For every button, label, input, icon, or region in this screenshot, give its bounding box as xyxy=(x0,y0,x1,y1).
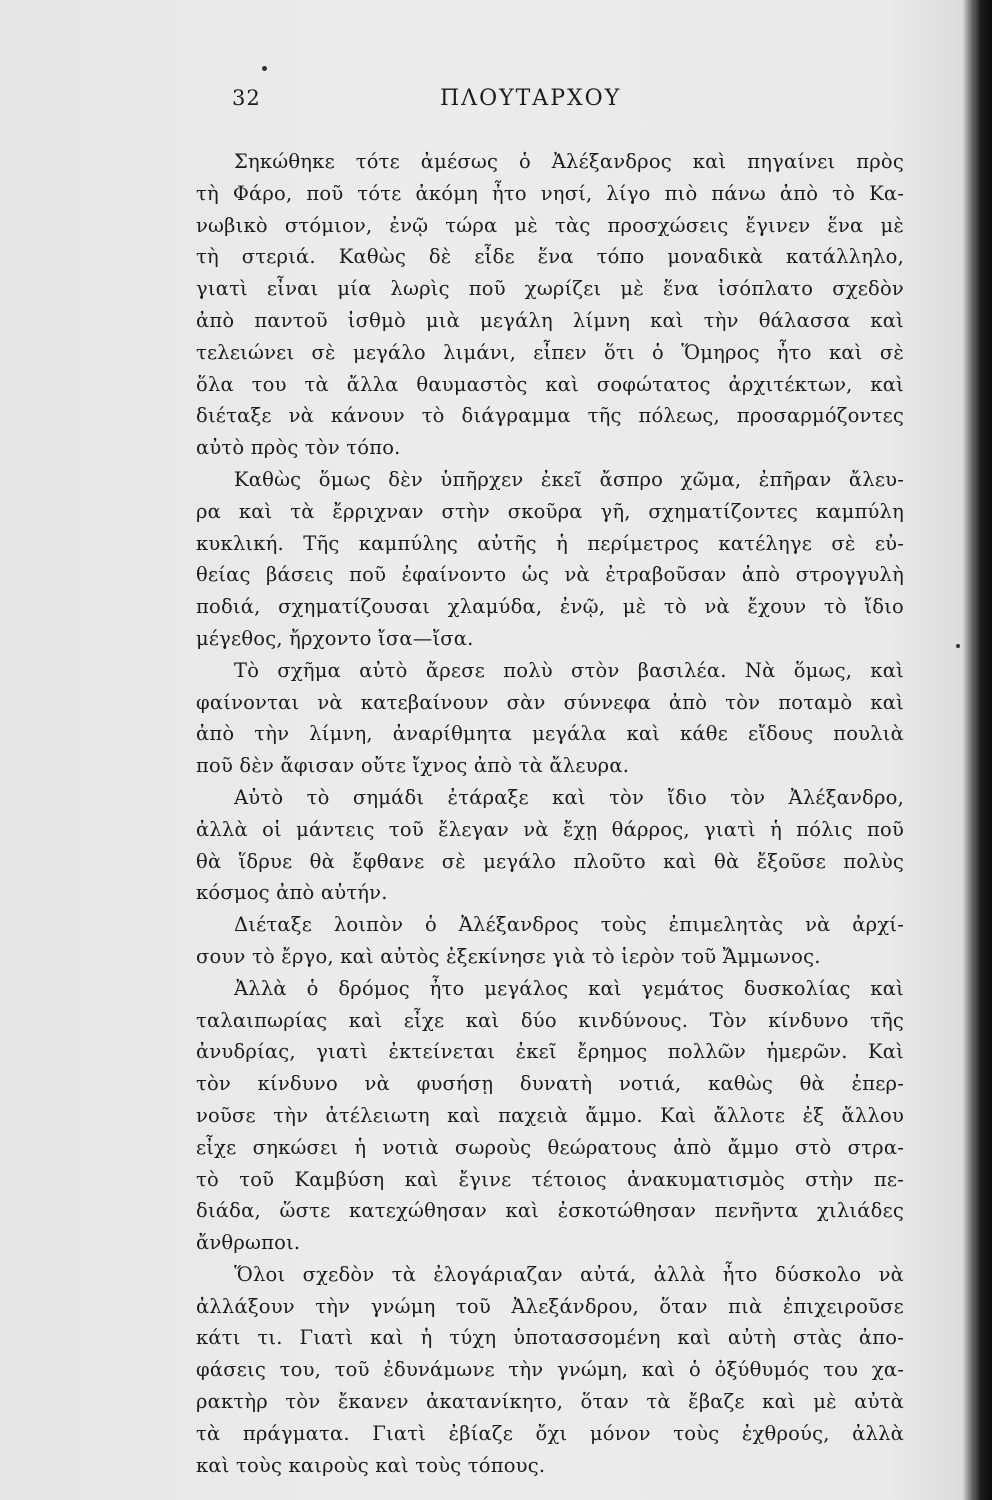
text-line: κυκλική. Τῆς καμπύλης αὐτῆς ἡ περίμετρος κατέληγε σὲ εὐ- xyxy=(196,531,904,555)
text-line: τὸν κίνδυνο νὰ φυσήσῃ δυνατὴ νοτιά, καθὼς θὰ ἐπερ- xyxy=(196,1072,904,1096)
text-line: τὴ στεριά. Καθὼς δὲ εἶδε ἕνα τόπο μοναδικὰ κατάλληλο, xyxy=(196,245,904,269)
text-line: φάσεις του, τοῦ ἐδυνάμωνε τὴν γνώμη, καὶ ὁ ὀξύθυμός του χα- xyxy=(196,1358,904,1382)
text-line: ἀπὸ παντοῦ ἰσθμὸ μιὰ μεγάλη λίμνη καὶ τὴν θάλασσα καὶ xyxy=(196,308,904,332)
text-line: νοῦσε τὴν ἀτέλειωτη καὶ παχειὰ ἄμμο. Καὶ ἄλλοτε ἐξ ἄλλου xyxy=(196,1103,904,1127)
ink-speck xyxy=(956,644,960,648)
text-line: ποῦ δὲν ἄφισαν οὔτε ἴχνος ἀπὸ τὰ ἄλευρα. xyxy=(196,754,630,778)
paragraph xyxy=(196,973,904,1259)
text-line: ἀλλὰ οἱ μάντεις τοῦ ἔλεγαν νὰ ἔχῃ θάρρος, γιατὶ ἡ πόλις ποῦ xyxy=(196,817,904,841)
text-line: Τὸ σχῆμα αὐτὸ ἄρεσε πολὺ στὸν βασιλέα. Νὰ ὅμως, καὶ xyxy=(234,658,904,682)
ink-speck xyxy=(262,66,267,71)
text-line: ἀπὸ τὴν λίμνη, ἀναρίθμητα μεγάλα καὶ κάθε εἴδους πουλιὰ xyxy=(196,722,904,746)
text-line: εἶχε σηκώσει ἡ νοτιὰ σωροὺς θεώρατους ἀπὸ ἄμμο στὸ στρα- xyxy=(196,1135,904,1159)
text-line: Σηκώθηκε τότε ἀμέσως ὁ Ἀλέξανδρος καὶ πηγαίνει πρὸς xyxy=(234,150,904,173)
paragraph xyxy=(196,909,904,973)
text-line: μέγεθος, ἤρχοντο ἴσα—ἴσα. xyxy=(196,626,474,650)
text-line: κόσμος ἀπὸ αὐτήν. xyxy=(196,881,388,905)
text-line: σουν τὸ ἔργο, καὶ αὐτὸς ἐξεκίνησε γιὰ τὸ ἱερὸν τοῦ Ἄμμωνος. xyxy=(196,944,821,968)
paragraph xyxy=(196,655,904,782)
text-line: ὅλα του τὰ ἄλλα θαυμαστὸς καὶ σοφώτατος ἀρχιτέκτων, καὶ xyxy=(196,372,904,396)
paragraph xyxy=(196,464,904,655)
text-line: ποδιά, σχηματίζουσαι χλαμύδα, ἐνῷ, μὲ τὸ νὰ ἔχουν τὸ ἴδιο xyxy=(196,595,904,619)
paragraph xyxy=(196,1259,904,1482)
text-line: Διέταξε λοιπὸν ὁ Ἀλέξανδρος τοὺς ἐπιμελητὰς νὰ ἀρχί- xyxy=(234,913,904,937)
text-line: ἀνυδρίας, γιατὶ ἐκτείνεται ἐκεῖ ἔρημος πολλῶν ἡμερῶν. Καὶ xyxy=(196,1040,904,1064)
text-line: τὴ Φάρο, ποῦ τότε ἀκόμη ἦτο νησί, λίγο πιὸ πάνω ἀπὸ τὸ Κα- xyxy=(196,181,904,205)
text-line: τὰ πράγματα. Γιατὶ ἐβίαζε ὄχι μόνον τοὺς ἐχθρούς, ἀλλὰ xyxy=(196,1421,904,1445)
page-number: 32 xyxy=(232,86,261,110)
text-line: ἄνθρωποι. xyxy=(196,1231,301,1255)
paragraph xyxy=(196,146,904,464)
text-line: φαίνονται νὰ κατεβαίνουν σὰν σύννεφα ἀπὸ τὸν ποταμὸ καὶ xyxy=(196,690,904,714)
text-line: θείας βάσεις ποῦ ἐφαίνοντο ὡς νὰ ἐτραβοῦσαν ἀπὸ στρογγυλὴ xyxy=(196,563,904,587)
text-line: Ὅλοι σχεδὸν τὰ ἐλογάριαζαν αὐτά, ἀλλὰ ἦτο δύσκολο νὰ xyxy=(234,1262,904,1286)
text-line: ταλαιπωρίας καὶ εἶχε καὶ δύο κινδύνους. Τὸν κίνδυνο τῆς xyxy=(196,1008,904,1032)
text-line: καὶ τοὺς καιροὺς καὶ τοὺς τόπους. xyxy=(196,1453,546,1477)
text-line: τὸ τοῦ Καμβύση καὶ ἔγινε τέτοιος ἀνακυματισμὸς στὴν πε- xyxy=(196,1167,904,1191)
text-line: τελειώνει σὲ μεγάλο λιμάνι, εἶπεν ὅτι ὁ Ὅμηρος ἦτο καὶ σὲ xyxy=(196,340,904,364)
paragraph xyxy=(196,782,904,909)
book-spine-shadow xyxy=(974,0,992,1500)
text-line: διάδα, ὥστε κατεχώθησαν καὶ ἐσκοτώθησαν πενῆντα χιλιάδες xyxy=(196,1199,904,1223)
text-line: Καθὼς ὅμως δὲν ὑπῆρχεν ἐκεῖ ἄσπρο χῶμα, ἐπῆραν ἄλευ- xyxy=(234,467,904,491)
text-line: κάτι τι. Γιατὶ καὶ ἡ τύχη ὑποτασσομένη καὶ αὐτὴ στὰς ἀπο- xyxy=(196,1326,904,1350)
text-line: θὰ ἵδρυε θὰ ἔφθανε σὲ μεγάλο πλοῦτο καὶ θὰ ἔξοῦσε πολὺς xyxy=(196,849,904,873)
text-line: νωβικὸ στόμιον, ἐνῷ τώρα μὲ τὰς προσχώσεις ἔγινεν ἕνα μὲ xyxy=(196,213,904,237)
text-line: ἀλλάξουν τὴν γνώμη τοῦ Ἀλεξάνδρου, ὅταν πιὰ ἐπιχειροῦσε xyxy=(196,1294,904,1318)
running-title: ΠΛΟΥΤΑΡΧΟΥ xyxy=(440,86,622,111)
text-line: γιατὶ εἶναι μία λωρὶς ποῦ χωρίζει μὲ ἕνα ἰσόπλατο σχεδὸν xyxy=(196,277,904,301)
body-text xyxy=(196,146,904,1481)
text-line: διέταξε νὰ κάνουν τὸ διάγραμμα τῆς πόλεως, προσαρμόζοντες xyxy=(196,404,904,428)
text-line: αὐτὸ πρὸς τὸν τόπο. xyxy=(196,436,401,460)
text-line: Αὐτὸ τὸ σημάδι ἐτάραξε καὶ τὸν ἴδιο τὸν Ἀλέξανδρο, xyxy=(234,785,904,809)
text-line: Ἀλλὰ ὁ δρόμος ἦτο μεγάλος καὶ γεμάτος δυσκολίας καὶ xyxy=(234,976,904,1000)
text-line: ρακτὴρ τὸν ἔκανεν ἀκατανίκητο, ὅταν τὰ ἔβαζε καὶ μὲ αὐτὰ xyxy=(196,1390,904,1414)
page-header xyxy=(0,86,970,126)
text-line: ρα καὶ τὰ ἔρριχναν στὴν σκοῦρα γῆ, σχηματίζοντες καμπύλη xyxy=(196,499,904,523)
